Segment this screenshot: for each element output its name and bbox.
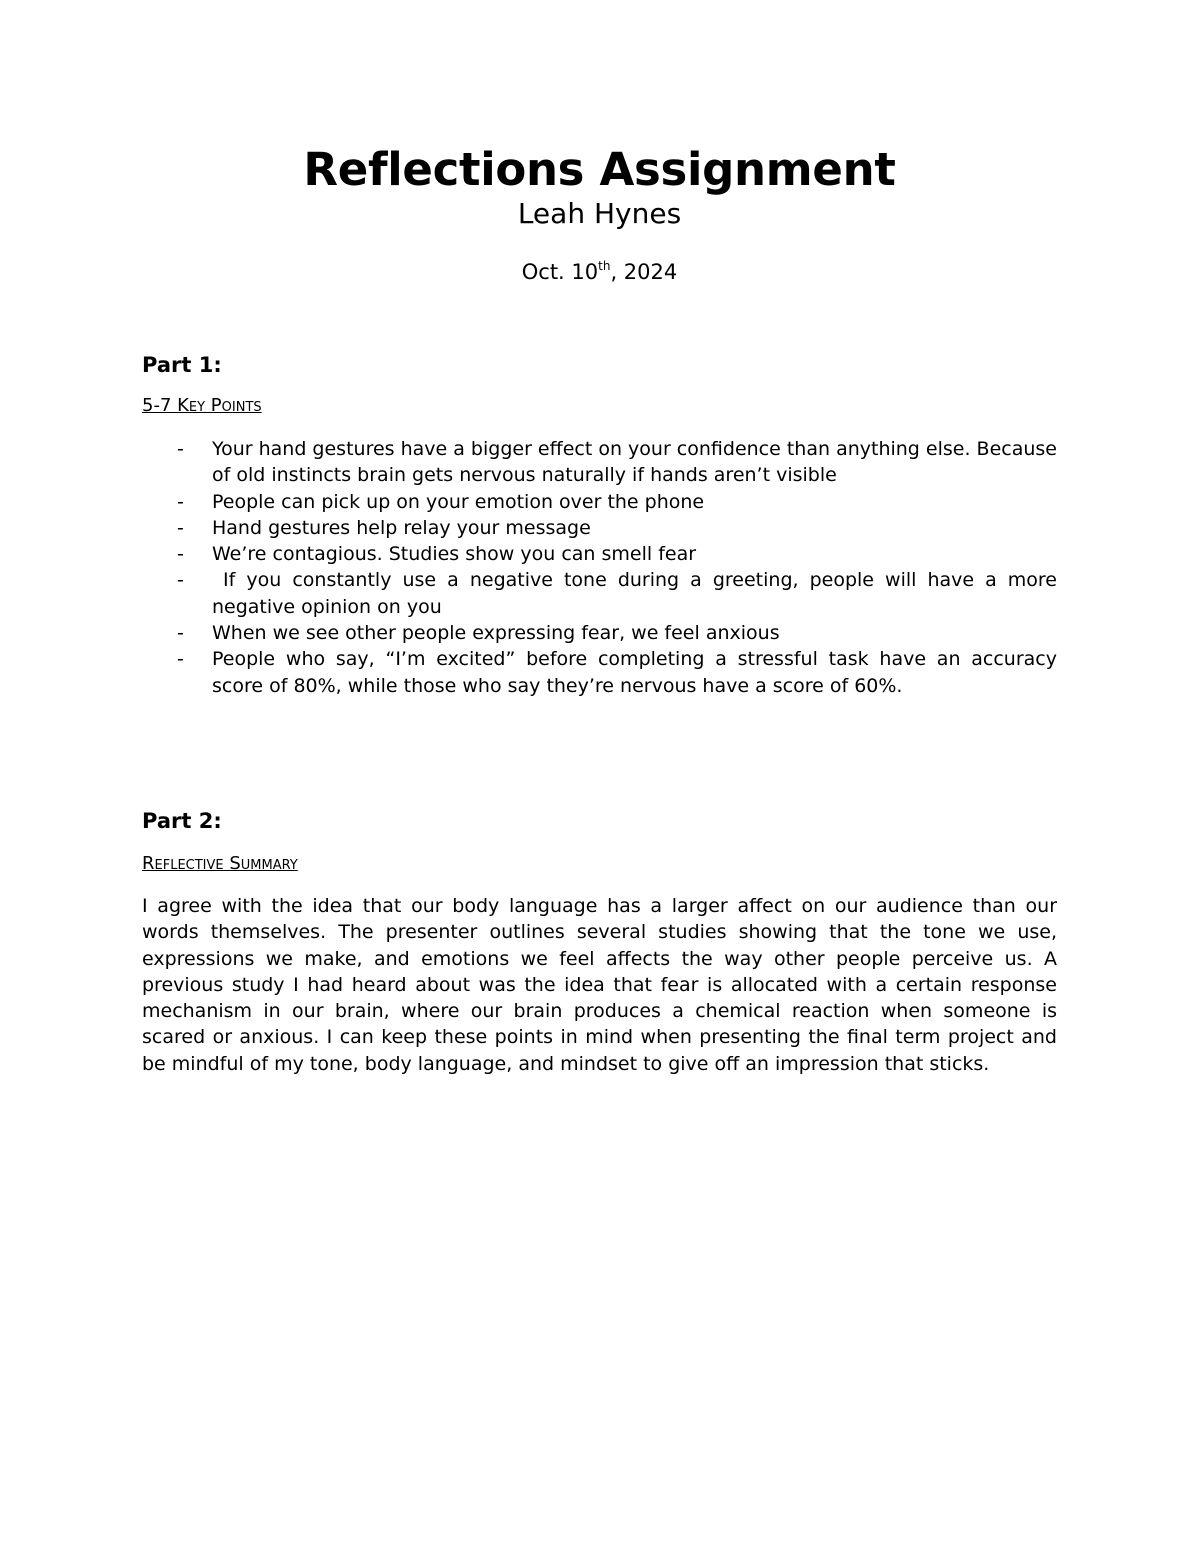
key-points-subheading: 5-7 Key Points [142, 395, 262, 416]
list-item [142, 515, 1057, 541]
list-item [142, 541, 1057, 567]
document-author: Leah Hynes [517, 197, 682, 230]
list-item-text: If you constantly use a negative tone during a greeting, people will have a more negative opinion on you [212, 569, 1064, 618]
list-item [142, 646, 1057, 699]
list-item [142, 567, 1064, 620]
list-item-text: When we see other people expressing fear, we feel anxious [212, 622, 780, 645]
list-item-text: People can pick up on your emotion over the phone [212, 490, 705, 513]
document-title: Reflections Assignment [303, 143, 896, 196]
bullet-dash: - [177, 569, 184, 592]
bullet-dash: - [177, 516, 184, 539]
bullet-dash: - [177, 622, 184, 645]
list-item [142, 436, 1057, 489]
date-ordinal-suffix: th [598, 259, 611, 273]
key-points-list [142, 436, 1064, 699]
reflective-summary-subheading: Reflective Summary [142, 853, 298, 874]
date-year: , 2024 [610, 260, 678, 284]
document-date [142, 257, 1057, 287]
list-item-text: Your hand gestures have a bigger effect on your confidence than anything else. Because of old instincts brain gets nervous naturally if hands aren’t visible [212, 438, 1057, 487]
list-item-text: People who say, “I’m excited” before completing a stressful task have an accuracy score of 80%, while those who say they’re nervous have a score of 60%. [212, 648, 1057, 697]
part1-heading: Part 1: [142, 353, 222, 377]
bullet-dash: - [177, 490, 184, 513]
reflective-summary-paragraph: I agree with the idea that our body language has a larger affect on our audience than our words themselves. The presenter outlines several studies showing that the tone we use, expressions we make, and emotions we feel affects the way other people perceive us. A previous study I had heard about was the idea that fear is allocated with a certain response mechanism in our brain, where our brain produces a chemical reaction when someone is scared or anxious. I can keep these points in mind when presenting the final term project and be mindful of my tone, body language, and mindset to give off an impression that sticks. [142, 895, 1057, 1075]
bullet-dash: - [177, 438, 184, 460]
bullet-dash: - [177, 648, 184, 671]
document-page [142, 0, 1064, 1553]
part2-heading: Part 2: [142, 809, 222, 833]
list-item-text: Hand gestures help relay your message [212, 516, 591, 539]
list-item [142, 620, 1057, 646]
date-day: Oct. 10 [521, 260, 599, 284]
bullet-dash: - [177, 543, 184, 566]
list-item [142, 489, 1057, 515]
list-item-text: We’re contagious. Studies show you can smell fear [212, 543, 697, 566]
